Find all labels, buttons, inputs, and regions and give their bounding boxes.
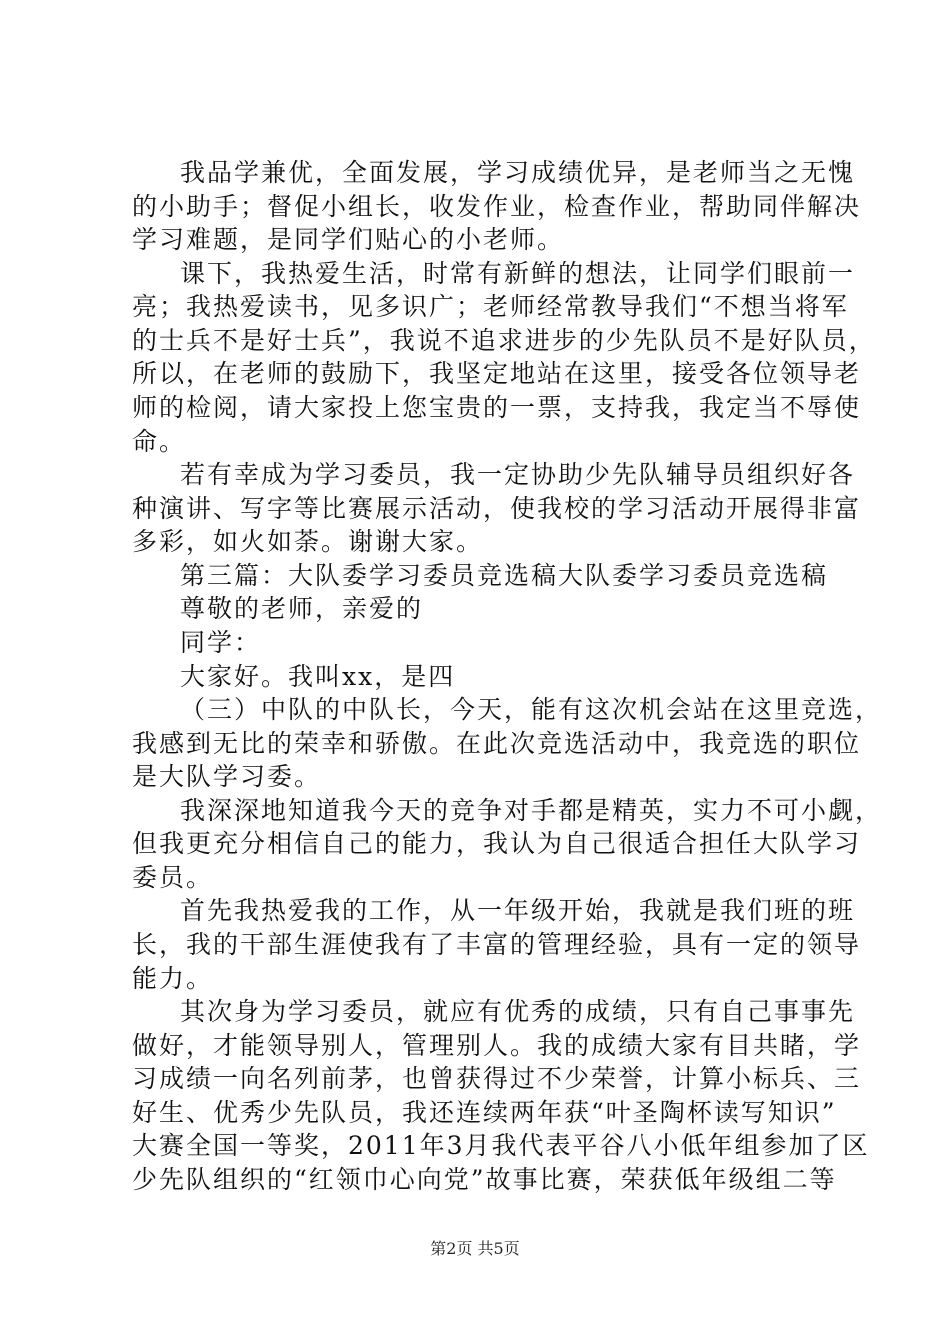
text-line: 若有幸成为学习委员，我一定协助少先队辅导员组织好各 [180,460,856,489]
text-line: 的小助手；督促小组长，收发作业，检查作业，帮助同伴解决 [132,192,862,221]
text-line: （三）中队的中队长，今天，能有这次机会站在这里竞选， [180,695,883,724]
text-line: 我深深地知道我今天的竞争对手都是精英，实力不可小觑， [180,796,883,825]
text-line: 大家好。我叫xx，是四 [180,662,456,691]
text-line: 多彩，如火如荼。谢谢大家。 [132,527,484,556]
section-heading: 第三篇：大队委学习委员竞选稿大队委学习委员竞选稿 [180,561,829,590]
text-line: 课下，我热爱生活，时常有新鲜的想法，让同学们眼前一 [180,259,856,288]
text-line: 是大队学习委。 [132,762,322,791]
text-line: 长，我的干部生涯使我有了丰富的管理经验，具有一定的领导 [132,930,862,959]
text-line: 我品学兼优，全面发展，学习成绩优异，是老师当之无愧 [180,158,856,187]
text-line: 师的检阅，请大家投上您宝贵的一票，支持我，我定当不辱使 [132,393,862,422]
text-line: 大赛全国一等奖，2011年3月我代表平谷八小低年组参加了区 [132,1131,870,1160]
text-line: 命。 [132,427,187,456]
text-line: 种演讲、写字等比赛展示活动，使我校的学习活动开展得非富 [132,494,862,523]
text-line: 少先队组织的“红领巾心向党”故事比赛，荣获低年级组二等 [132,1165,837,1194]
text-line: 其次身为学习委员，就应有优秀的成绩，只有自己事事先 [180,997,856,1026]
text-line: 习成绩一向名列前茅，也曾获得过不少荣誉，计算小标兵、三 [132,1064,862,1093]
text-line: 首先我热爱我的工作，从一年级开始，我就是我们班的班 [180,896,856,925]
text-line: 好生、优秀少先队员，我还连续两年获“叶圣陶杯读写知识” [132,1098,837,1127]
text-line: 同学： [180,628,262,657]
text-line: 委员。 [132,863,214,892]
text-line: 尊敬的老师，亲爱的 [180,594,424,623]
text-line: 我感到无比的荣幸和骄傲。在此次竞选活动中，我竞选的职位 [132,729,862,758]
text-line: 的士兵不是好士兵”，我说不追求进步的少先队员不是好队员， [132,326,876,355]
text-line: 但我更充分相信自己的能力，我认为自己很适合担任大队学习 [132,829,862,858]
text-line: 学习难题，是同学们贴心的小老师。 [132,225,565,254]
text-line: 做好，才能领导别人，管理别人。我的成绩大家有目共睹，学 [132,1031,862,1060]
text-line: 亮；我热爱读书，见多识广；老师经常教导我们“不想当将军 [132,292,849,321]
text-line: 所以，在老师的鼓励下，我坚定地站在这里，接受各位领导老 [132,359,862,388]
text-line: 能力。 [132,964,214,993]
page-footer: 第2页 共5页 [430,1239,520,1258]
